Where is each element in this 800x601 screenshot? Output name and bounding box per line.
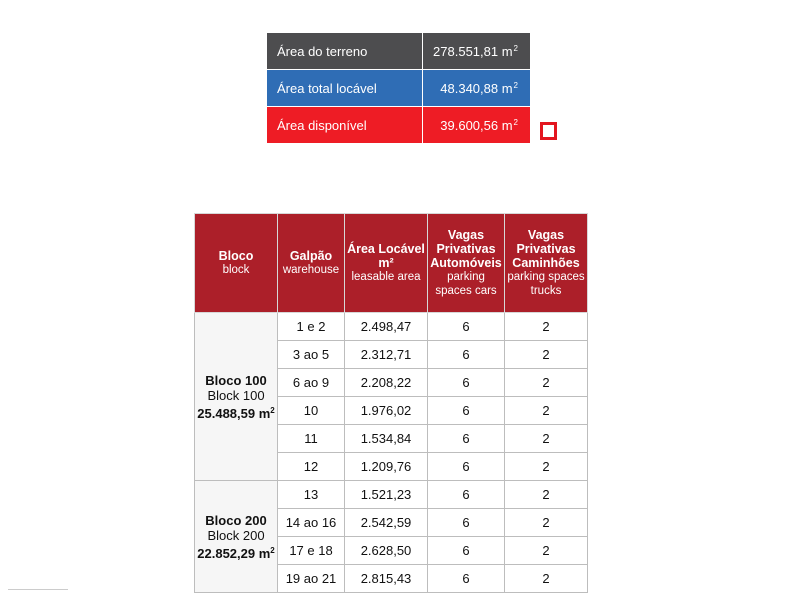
block-area [195, 543, 277, 561]
cell-area: 1.534,84 [345, 425, 428, 453]
cell-trucks: 2 [505, 565, 588, 593]
block-area [195, 403, 277, 421]
warehouse-table [194, 213, 588, 593]
summary-label: Área do terreno [267, 33, 423, 70]
summary-unit-sup: 2 [513, 117, 518, 127]
cell-cars: 6 [428, 369, 505, 397]
header-area: Área Locável m² leasable area [345, 214, 428, 313]
cell-galpao: 3 ao 5 [278, 341, 345, 369]
summary-value [423, 33, 531, 70]
cell-cars: 6 [428, 341, 505, 369]
cell-galpao: 1 e 2 [278, 313, 345, 341]
cell-area: 2.208,22 [345, 369, 428, 397]
cell-cars: 6 [428, 453, 505, 481]
cell-galpao: 6 ao 9 [278, 369, 345, 397]
header-parking-trucks: Vagas Privativas Caminhões parking spaces trucks [505, 214, 588, 313]
block-name-pt: Bloco 100 [205, 372, 267, 388]
block-area-text: 25.488,59 m [197, 405, 271, 421]
cell-area: 2.815,43 [345, 565, 428, 593]
cell-trucks: 2 [505, 341, 588, 369]
summary-row [267, 70, 531, 107]
summary-value-text: 39.600,56 m [440, 117, 513, 133]
summary-row [267, 107, 531, 144]
block-cell [195, 481, 278, 593]
summary-label: Área total locável [267, 70, 423, 107]
cell-trucks: 2 [505, 537, 588, 565]
summary-label: Área disponível [267, 107, 423, 144]
summary-unit-sup: 2 [513, 43, 518, 53]
cell-cars: 6 [428, 397, 505, 425]
summary-value [423, 107, 531, 144]
available-area-legend-box [540, 122, 557, 140]
cell-trucks: 2 [505, 369, 588, 397]
cell-galpao: 19 ao 21 [278, 565, 345, 593]
block-name-en: Block 200 [207, 527, 265, 543]
block-area-text: 22.852,29 m [197, 545, 271, 561]
cell-area: 1.209,76 [345, 453, 428, 481]
cell-galpao: 17 e 18 [278, 537, 345, 565]
cell-area: 1.976,02 [345, 397, 428, 425]
block-name-pt: Bloco 200 [205, 512, 267, 528]
table-row [195, 313, 588, 341]
summary-value-text: 278.551,81 m [433, 43, 513, 59]
cell-cars: 6 [428, 537, 505, 565]
cell-cars: 6 [428, 509, 505, 537]
cell-galpao: 12 [278, 453, 345, 481]
block-area-sup: 2 [270, 545, 275, 555]
cell-galpao: 13 [278, 481, 345, 509]
header-bloco: Bloco block [195, 214, 278, 313]
cell-galpao: 10 [278, 397, 345, 425]
header-galpao: Galpão warehouse [278, 214, 345, 313]
cell-area: 1.521,23 [345, 481, 428, 509]
cell-galpao: 14 ao 16 [278, 509, 345, 537]
cell-area: 2.498,47 [345, 313, 428, 341]
cell-trucks: 2 [505, 481, 588, 509]
cell-galpao: 11 [278, 425, 345, 453]
block-name-en: Block 100 [207, 387, 265, 403]
cell-trucks: 2 [505, 509, 588, 537]
header-parking-cars: Vagas Privativas Automóveis parking spaces cars [428, 214, 505, 313]
summary-value-text: 48.340,88 m [440, 80, 513, 96]
area-summary-table [266, 32, 531, 144]
table-row [195, 481, 588, 509]
cell-trucks: 2 [505, 313, 588, 341]
cell-cars: 6 [428, 565, 505, 593]
table-header-row [195, 214, 588, 313]
block-area-sup: 2 [270, 405, 275, 415]
summary-row [267, 33, 531, 70]
summary-value [423, 70, 531, 107]
cell-area: 2.628,50 [345, 537, 428, 565]
cell-cars: 6 [428, 313, 505, 341]
page-edge-fragment [8, 589, 68, 601]
cell-trucks: 2 [505, 425, 588, 453]
cell-trucks: 2 [505, 397, 588, 425]
cell-area: 2.542,59 [345, 509, 428, 537]
cell-area: 2.312,71 [345, 341, 428, 369]
cell-cars: 6 [428, 425, 505, 453]
block-cell [195, 313, 278, 481]
cell-cars: 6 [428, 481, 505, 509]
summary-unit-sup: 2 [513, 80, 518, 90]
cell-trucks: 2 [505, 453, 588, 481]
